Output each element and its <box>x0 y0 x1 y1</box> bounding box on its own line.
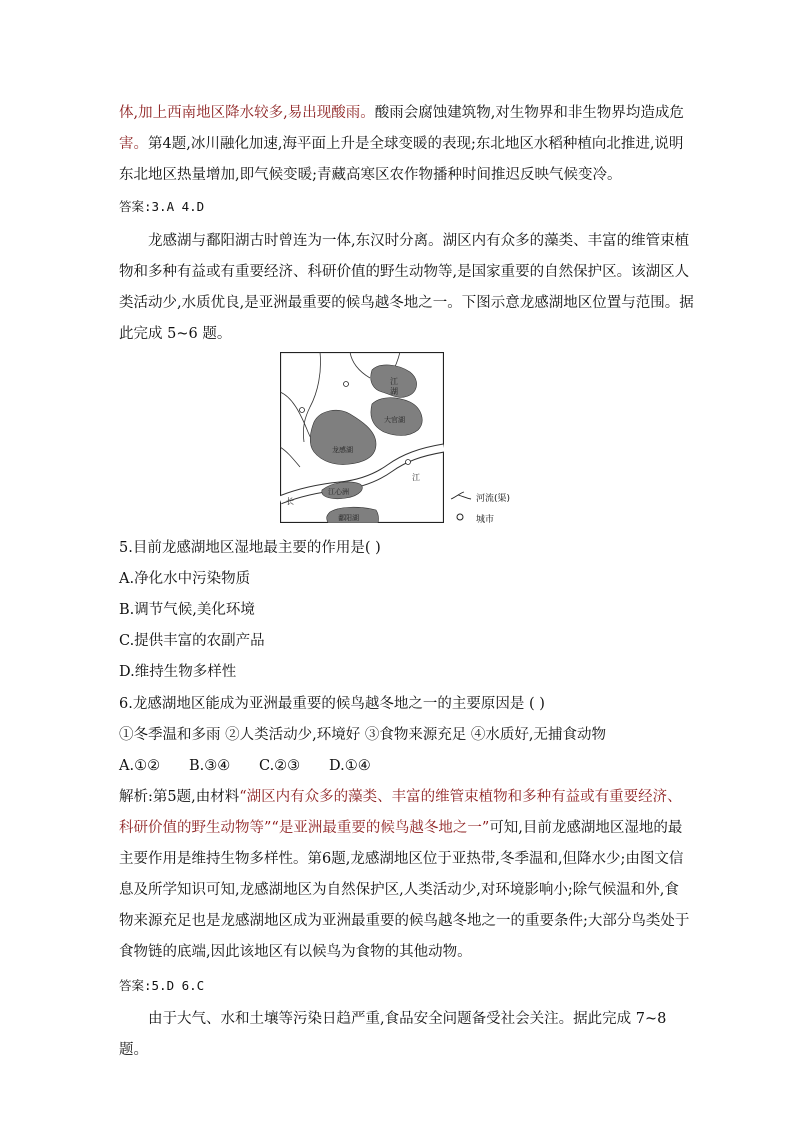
intro-line: 物和多种有益或有重要经济、科研价值的野生动物等,是国家重要的自然保护区。该湖区人 <box>119 264 690 280</box>
city-legend-icon <box>455 512 465 522</box>
prev-explanation <box>119 98 684 191</box>
intro-line: 此完成 5~6 题。 <box>119 326 232 342</box>
longganhu-map <box>280 352 444 523</box>
prev-l2b: 第4题,冰川融化加速,海平面上升是全球变暖的表现;东北地区水稻种植向北推进,说明 <box>148 136 684 152</box>
city-marker <box>344 382 349 387</box>
intro-paragraph <box>119 226 694 350</box>
intro-line: 类活动少,水质优良,是亚洲最重要的候鸟越冬地之一。下图示意龙感湖地区位置与范围。据 <box>119 295 694 311</box>
label-chang: 长 <box>286 497 294 506</box>
city-marker <box>406 460 411 465</box>
prev-l1b: 酸雨会腐蚀建筑物,对生物界和非生物界均造成危 <box>374 105 684 121</box>
answer-3-4: 答案:3.A 4.D <box>119 199 205 214</box>
analysis-l6: 食物链的底端,因此该地区有以候鸟为食物的其他动物。 <box>119 944 472 960</box>
analysis-l4: 息及所学知识可知,龙感湖地区为自然保护区,人类活动少,对环境影响小;除气候温和外,食 <box>119 882 679 898</box>
q5-option-c: C.提供丰富的农副产品 <box>119 633 265 649</box>
q6-items: ①冬季温和多雨 ②人类活动少,环境好 ③食物来源充足 ④水质好,无捕食动物 <box>119 727 607 743</box>
analysis-l2b: 可知,目前龙感湖地区湿地的最 <box>489 820 683 836</box>
prev-l2a: 害。 <box>119 136 148 152</box>
q5-option-d: D.维持生物多样性 <box>119 664 237 680</box>
analysis-l2a: 科研价值的野生动物等”“是亚洲最重要的候鸟越冬地之一” <box>119 820 490 836</box>
label-dabaihu: 大官湖 <box>384 416 405 424</box>
answer-5-6: 答案:5.D 6.C <box>119 978 205 993</box>
q6-option-b: B.③④ <box>189 758 231 774</box>
q6-option-d: D.①④ <box>329 758 371 774</box>
q5-option-a: A.净化水中污染物质 <box>119 571 251 587</box>
question-6 <box>119 689 679 782</box>
analysis-l5: 物来源充足也是龙感湖地区成为亚洲最重要的候鸟越冬地之一的重要条件;大部分鸟类处于 <box>119 913 690 929</box>
prev-l3: 东北地区热量增加,即气候变暖;青藏高寒区农作物播种时间推迟反映气候变冷。 <box>119 167 622 183</box>
legend-city: 城市 <box>476 515 495 525</box>
analysis-paragraph <box>119 782 690 968</box>
question-5 <box>119 533 679 688</box>
prev-l1a: 体,加上西南地区降水较多,易出现酸雨。 <box>119 105 375 121</box>
q5-option-b: B.调节气候,美化环境 <box>119 602 255 618</box>
q6-stem: 6.龙感湖地区能成为亚洲最重要的候鸟越冬地之一的主要原因是 ( ) <box>119 696 545 712</box>
city-marker <box>300 408 305 413</box>
label-poyanghu: 鄱阳湖 <box>338 514 359 522</box>
q6-option-c: C.②③ <box>259 758 301 774</box>
q5-stem: 5.目前龙感湖地区湿地最主要的作用是( ) <box>119 540 381 556</box>
label-jiang-top: 江 <box>390 377 398 386</box>
next-question-intro: 由于大气、水和土壤等污染日趋严重,食品安全问题备受社会关注。据此完成 7~8 题。 <box>119 1011 667 1058</box>
intro-line: 龙感湖与鄱阳湖古时曾连为一体,东汉时分离。湖区内有众多的藻类、丰富的维管束植 <box>148 233 690 249</box>
label-jiangxinzhou: 江心洲 <box>328 488 349 496</box>
legend-river: 河流(渠) <box>476 494 511 504</box>
q6-option-a: A.①② <box>119 758 161 774</box>
label-hu: 湖 <box>390 387 398 396</box>
analysis-l1a: 解析:第5题,由材料 <box>119 789 240 805</box>
river-legend-icon <box>450 489 472 501</box>
label-longganhu: 龙感湖 <box>332 446 353 454</box>
q6-options <box>119 751 679 782</box>
analysis-l1b: “湖区内有众多的藻类、丰富的维管束植物和多种有益或有重要经济、 <box>239 789 682 805</box>
label-jiang-right: 江 <box>412 473 420 482</box>
analysis-l3: 主要作用是维持生物多样性。第6题,龙感湖地区位于亚热带,冬季温和,但降水少;由图文信 <box>119 851 684 867</box>
